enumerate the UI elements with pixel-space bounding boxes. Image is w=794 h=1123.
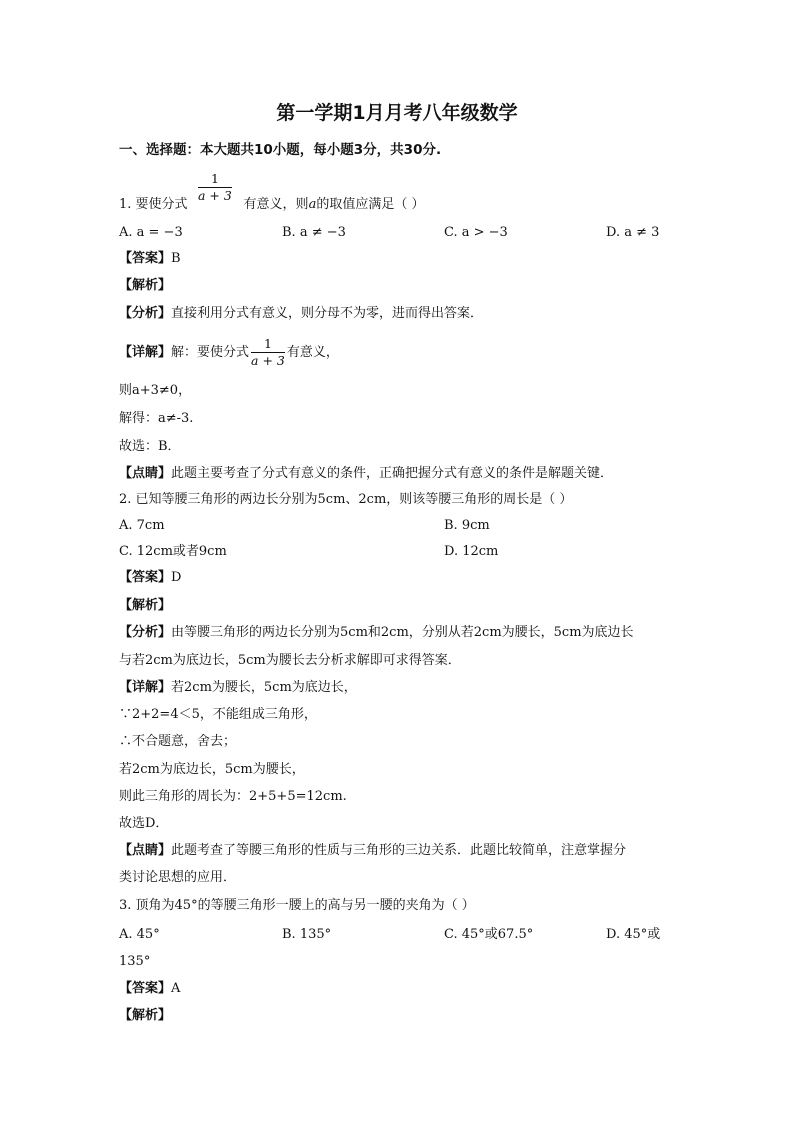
q2-dianjing-cont: 类讨论思想的应用． bbox=[119, 870, 237, 885]
q1-answer-value: B bbox=[171, 251, 181, 266]
q1-detail-fraction-denominator: a + 3 bbox=[251, 353, 285, 368]
q2-fenxi bbox=[119, 624, 634, 642]
q1-fraction-numerator: 1 bbox=[198, 171, 232, 188]
q2-detail-5: 则此三角形的周长为：2+5+5=12cm. bbox=[119, 789, 347, 804]
q1-dianjing bbox=[119, 465, 613, 483]
q2-detail-tag: 【详解】 bbox=[119, 680, 172, 695]
q2-detail bbox=[119, 679, 357, 697]
q1-option-b: B. a ≠ −3 bbox=[282, 225, 346, 240]
q2-fenxi-cont: 与若2cm为底边长，5cm为腰长去分析求解即可求得答案． bbox=[119, 653, 461, 668]
q1-dianjing-tag: 【点睛】 bbox=[119, 466, 172, 481]
q3-option-a: A. 45° bbox=[119, 927, 160, 942]
q2-answer-value: D bbox=[171, 570, 182, 585]
q1-detail-tag: 【详解】 bbox=[119, 345, 172, 360]
q1-step-1: 则a+3≠0， bbox=[119, 383, 192, 398]
q2-detail-text: 若2cm为腰长，5cm为底边长， bbox=[171, 680, 357, 695]
q2-jiexi: 【解析】 bbox=[119, 598, 172, 613]
q1-answer-tag: 【答案】 bbox=[119, 251, 172, 266]
q1-stem-suffix: 的取值应满足（ ） bbox=[316, 197, 425, 212]
q2-option-a: A. 7cm bbox=[119, 518, 165, 533]
q2-dianjing-tag: 【点睛】 bbox=[119, 843, 172, 858]
q3-answer bbox=[119, 980, 180, 998]
q2-answer bbox=[119, 569, 181, 587]
q2-answer-tag: 【答案】 bbox=[119, 570, 172, 585]
q3-option-b: B. 135° bbox=[282, 927, 332, 942]
q1-step-3: 故选：B． bbox=[119, 439, 181, 454]
q1-option-a: A. a = −3 bbox=[119, 225, 183, 240]
q1-stem-var: a bbox=[308, 197, 317, 212]
q3-option-d: D. 45°或 bbox=[606, 927, 661, 942]
q2-dianjing-text: 此题考查了等腰三角形的性质与三角形的三边关系．此题比较简单，注意掌握分 bbox=[171, 843, 627, 858]
q1-fenxi-text: 直接利用分式有意义，则分母不为零，进而得出答案． bbox=[171, 306, 484, 321]
q1-stem-mid: 有意义，则 bbox=[243, 197, 309, 212]
q1-option-d: D. a ≠ 3 bbox=[606, 225, 660, 240]
q1-detail-fraction-numerator: 1 bbox=[251, 336, 285, 353]
q2-detail-2: ∵2+2=4＜5，不能组成三角形， bbox=[119, 707, 317, 722]
section-heading: 一、选择题：本大题共10小题，每小题3分，共30分. bbox=[119, 142, 442, 158]
q1-detail-prefix: 解：要使分式 bbox=[171, 345, 250, 360]
q3-answer-tag: 【答案】 bbox=[119, 981, 172, 996]
q1-detail-suffix: 有意义， bbox=[286, 345, 339, 360]
q3-answer-value: A bbox=[171, 981, 181, 996]
q1-fraction-denominator: a + 3 bbox=[198, 188, 232, 203]
q1-fenxi bbox=[119, 305, 483, 323]
q2-option-d: D. 12cm bbox=[444, 544, 499, 559]
q2-dianjing bbox=[119, 842, 626, 860]
q1-stem-prefix: 1. 要使分式 bbox=[119, 197, 188, 212]
page-title: 第一学期1月月考八年级数学 bbox=[276, 102, 518, 124]
q1-detail bbox=[119, 336, 339, 369]
q2-detail-4: 若2cm为底边长，5cm为腰长， bbox=[119, 762, 305, 777]
q3-stem: 3. 顶角为45°的等腰三角形一腰上的高与另一腰的夹角为（ ） bbox=[119, 898, 475, 913]
q1-stem bbox=[119, 196, 424, 214]
q1-dianjing-text: 此题主要考查了分式有意义的条件，正确把握分式有意义的条件是解题关键． bbox=[171, 466, 614, 481]
q3-jiexi: 【解析】 bbox=[119, 1008, 172, 1023]
q3-option-d-cont: 135° bbox=[119, 954, 151, 969]
q2-stem: 2. 已知等腰三角形的两边长分别为5cm、2cm，则该等腰三角形的周长是（ ） bbox=[119, 492, 573, 507]
q2-option-b: B. 9cm bbox=[444, 518, 490, 533]
q1-option-c: C. a > −3 bbox=[444, 225, 508, 240]
q1-step-2: 解得：a≠-3. bbox=[119, 411, 194, 426]
q1-jiexi: 【解析】 bbox=[119, 278, 172, 293]
q2-detail-6: 故选D． bbox=[119, 816, 169, 831]
q1-fenxi-tag: 【分析】 bbox=[119, 306, 172, 321]
q2-detail-3: ∴不合题意，舍去； bbox=[119, 734, 237, 749]
q1-detail-fraction bbox=[251, 336, 285, 369]
q3-option-c: C. 45°或67.5° bbox=[444, 927, 534, 942]
q2-option-c: C. 12cm或者9cm bbox=[119, 544, 227, 559]
q2-fenxi-tag: 【分析】 bbox=[119, 625, 172, 640]
q1-answer bbox=[119, 250, 181, 268]
q2-fenxi-text: 由等腰三角形的两边长分别为5cm和2cm，分别从若2cm为腰长，5cm为底边长 bbox=[171, 625, 634, 640]
